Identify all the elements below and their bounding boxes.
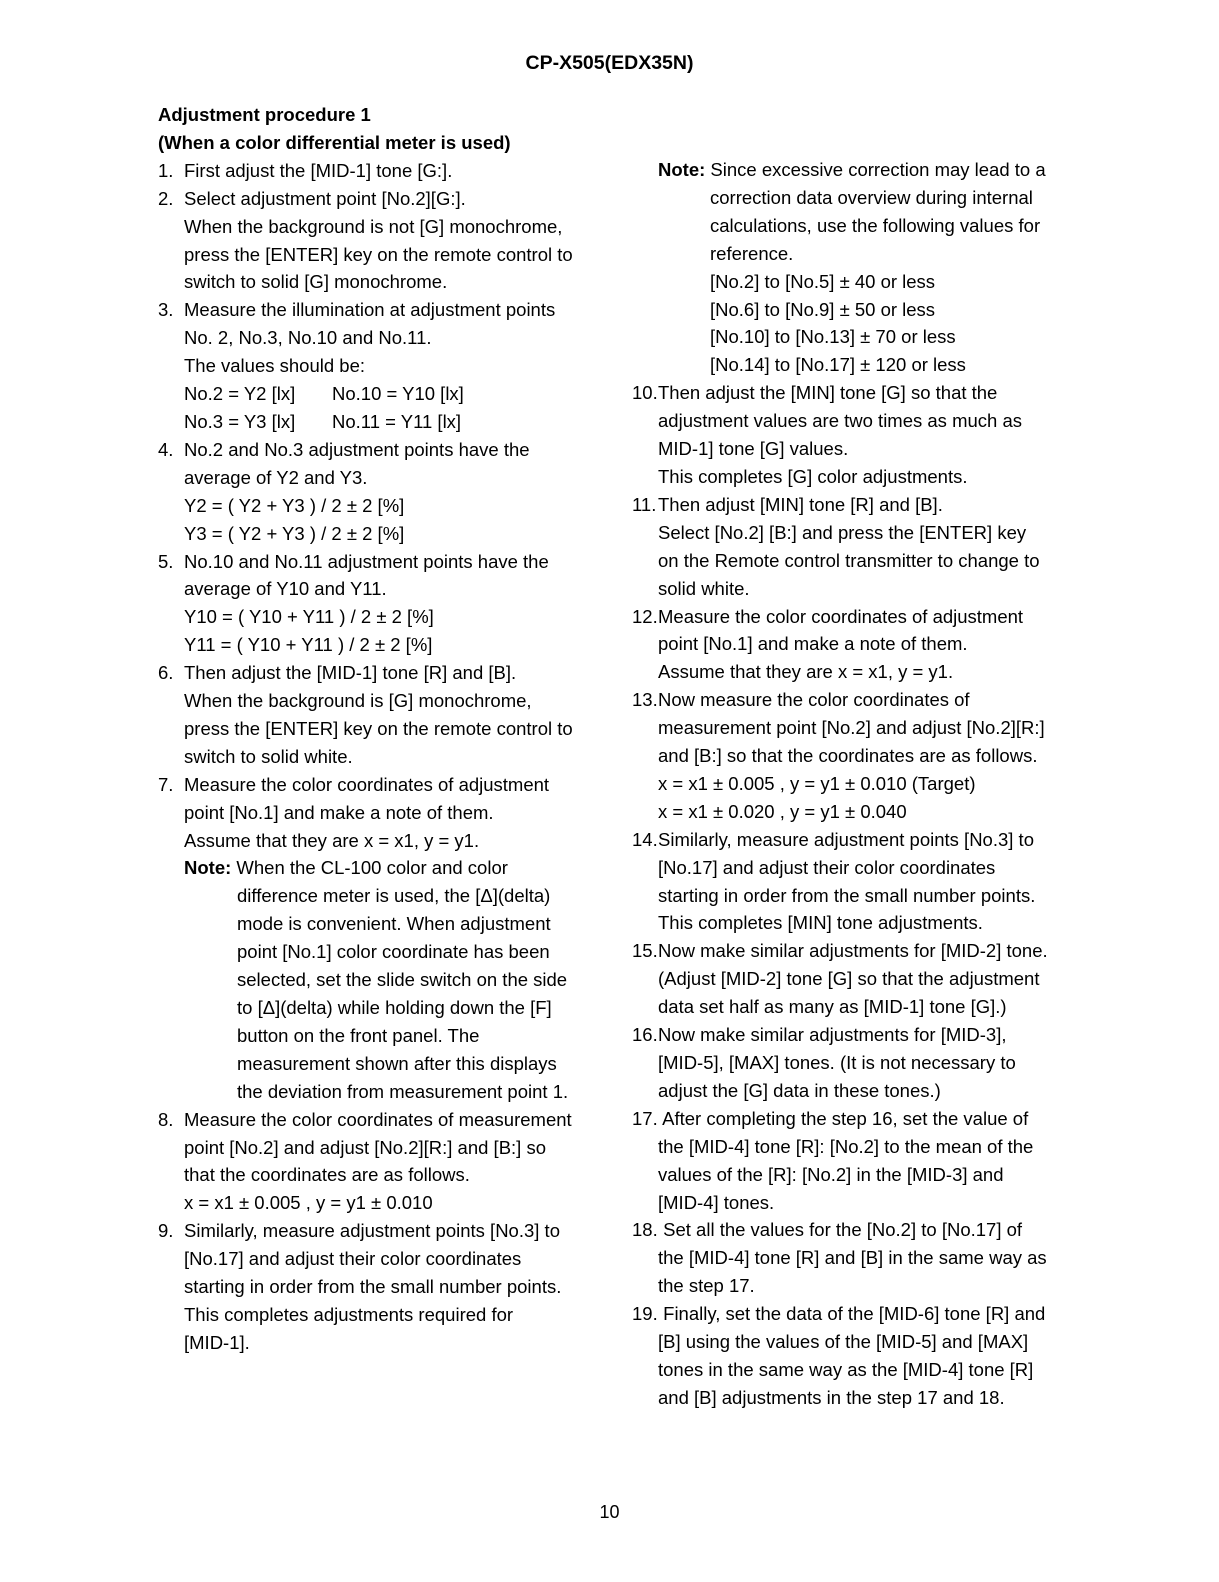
step-text: Then adjust the [MID-1] tone [R] and [B]. <box>184 662 517 684</box>
step-text: No.2 and No.3 adjustment points have the <box>184 438 530 460</box>
step-line: the [MID-4] tone [R]: [No.2] to the mean of the <box>658 1135 1034 1157</box>
step-line: and [B] adjustments in the step 17 and 18. <box>658 1386 1005 1408</box>
step-line: the [MID-4] tone [R] and [B] in the same way as <box>658 1247 1047 1269</box>
step-text: Now measure the color coordinates of <box>658 689 970 711</box>
left-column <box>158 101 608 1357</box>
note-line: measurement shown after this displays <box>237 1052 557 1074</box>
note-label: Note: <box>184 857 232 879</box>
step-text: Select adjustment point [No.2][G:]. <box>184 187 466 209</box>
step-number: 9. <box>158 1220 174 1242</box>
step-number: 7. <box>158 773 174 795</box>
value-cell: No.11 = Y11 [lx] <box>332 410 462 432</box>
step-text: Measure the color coordinates of measurement <box>184 1108 572 1130</box>
step-line: [No.17] and adjust their color coordinates <box>184 1248 522 1270</box>
step-line: data set half as many as [MID-1] tone [G].) <box>658 996 1007 1018</box>
step-number: 11. <box>632 493 657 515</box>
step-15 <box>632 937 1072 1021</box>
note-value: [No.10] to [No.13] ± 70 or less <box>710 326 956 348</box>
step-17 <box>632 1105 1072 1217</box>
note-label: Note: <box>658 159 706 180</box>
step-line: switch to solid [G] monochrome. <box>184 271 448 293</box>
note-line: calculations, use the following values for <box>710 214 1041 236</box>
step-text: No.10 and No.11 adjustment points have the <box>184 550 549 572</box>
step-10 <box>632 379 1072 491</box>
step-line: values of the [R]: [No.2] in the [MID-3] and <box>658 1163 1004 1185</box>
step-line: [MID-5], [MAX] tones. (It is not necessary to <box>658 1052 1016 1073</box>
step-line: Assume that they are x = x1, y = y1. <box>658 661 954 683</box>
step-text: Now make similar adjustments for [MID-3], <box>658 1024 1007 1046</box>
note-line: difference meter is used, the [Δ](delta) <box>237 885 551 907</box>
step-14 <box>632 826 1072 938</box>
step-line: that the coordinates are as follows. <box>184 1164 470 1186</box>
document-header-title: CP-X505(EDX35N) <box>525 52 694 74</box>
value-row <box>158 380 608 408</box>
step-line: [No.17] and adjust their color coordinates <box>658 856 996 878</box>
step-text: Measure the color coordinates of adjustment <box>184 773 550 795</box>
note-text: When the CL-100 color and color <box>236 857 508 879</box>
value-row <box>158 408 608 436</box>
step-line: Select [No.2] [B:] and press the [ENTER] key <box>658 521 1027 543</box>
step-text: Measure the color coordinates of adjustment <box>658 605 1024 627</box>
step-text: Then adjust the [MIN] tone [G] so that the <box>658 382 998 404</box>
step-line: point [No.1] and make a note of them. <box>658 633 968 655</box>
step-19 <box>632 1300 1072 1412</box>
note-value: [No.6] to [No.9] ± 50 or less <box>710 298 936 320</box>
step-line: MID-1] tone [G] values. <box>658 438 849 460</box>
step-6 <box>158 659 608 771</box>
step-number: 19. <box>632 1303 658 1325</box>
step-text: Similarly, measure adjustment points [No.3] to <box>658 828 1034 850</box>
step-number: 1. <box>158 159 174 181</box>
step-text: Set all the values for the [No.2] to [No.17] of <box>663 1219 1023 1241</box>
step-number: 6. <box>158 662 174 684</box>
step-line: [B] using the values of the [MID-5] and [MAX] <box>658 1331 1029 1353</box>
note-line: selected, set the slide switch on the side <box>237 969 568 991</box>
step-line: on the Remote control transmitter to change to <box>658 549 1040 571</box>
note-line: to [Δ](delta) while holding down the [F] <box>237 997 552 1018</box>
step-line: Assume that they are x = x1, y = y1. <box>184 829 480 851</box>
step-7 <box>158 771 608 1106</box>
step-line: This completes [MIN] tone adjustments. <box>658 912 983 934</box>
section-subheading: (When a color differential meter is used) <box>158 131 511 153</box>
step-number: 5. <box>158 550 174 572</box>
step-5 <box>158 548 608 660</box>
step-text: Similarly, measure adjustment points [No.3] to <box>184 1220 560 1242</box>
step-line: (Adjust [MID-2] tone [G] so that the adjustment <box>658 968 1040 990</box>
step-line: [MID-4] tones. <box>658 1191 775 1213</box>
step-line: switch to solid white. <box>184 745 353 767</box>
step-text: Finally, set the data of the [MID-6] tone [R] and <box>663 1303 1046 1325</box>
step-line: measurement point [No.2] and adjust [No.2][R:] <box>658 717 1045 739</box>
section-heading: Adjustment procedure 1 <box>158 104 371 125</box>
step-number: 4. <box>158 438 174 460</box>
note-line: point [No.1] color coordinate has been <box>237 941 550 963</box>
step-number: 14. <box>632 828 658 850</box>
step-line: This completes adjustments required for <box>184 1303 514 1325</box>
step-8 <box>158 1106 608 1218</box>
value-cell: No.3 = Y3 [lx] <box>184 410 296 432</box>
step-11 <box>632 491 1072 603</box>
note-text: Since excessive correction may lead to a <box>710 159 1046 180</box>
step-number: 8. <box>158 1108 174 1130</box>
step-13 <box>632 686 1072 826</box>
step-text: Then adjust [MIN] tone [R] and [B]. <box>658 493 943 515</box>
note-line: mode is convenient. When adjustment <box>237 913 551 935</box>
step-line: adjustment values are two times as much as <box>658 410 1022 432</box>
step-line: The values should be: <box>184 355 366 377</box>
step-16 <box>632 1021 1072 1105</box>
step-line: When the background is [G] monochrome, <box>184 690 532 712</box>
note-line: the deviation from measurement point 1. <box>237 1080 569 1102</box>
step-18 <box>632 1216 1072 1300</box>
step-line: average of Y10 and Y11. <box>184 578 387 600</box>
step-line: solid white. <box>658 577 750 599</box>
step-number: 13. <box>632 689 658 711</box>
step-number: 12. <box>632 605 658 627</box>
step-text: Measure the illumination at adjustment points <box>184 299 556 321</box>
step-number: 17. <box>632 1107 658 1129</box>
reference-note <box>632 156 1072 379</box>
step-12 <box>632 603 1072 687</box>
step-number: 10. <box>632 382 658 404</box>
step-line: and [B:] so that the coordinates are as follows. <box>658 745 1038 767</box>
step-line: starting in order from the small number points. <box>184 1276 562 1298</box>
note-line: button on the front panel. The <box>237 1024 480 1046</box>
formula-line: Y2 = ( Y2 + Y3 ) / 2 ± 2 [%] <box>184 494 405 516</box>
step-4 <box>158 436 608 548</box>
step-text: Now make similar adjustments for [MID-2] tone. <box>658 940 1048 962</box>
step-9 <box>158 1217 608 1357</box>
step-line: starting in order from the small number points. <box>658 884 1036 906</box>
formula-line: Y3 = ( Y2 + Y3 ) / 2 ± 2 [%] <box>184 522 405 544</box>
step-line: tones in the same way as the [MID-4] tone [R] <box>658 1358 1034 1380</box>
step-text: First adjust the [MID-1] tone [G:]. <box>184 159 453 181</box>
formula-line: Y10 = ( Y10 + Y11 ) / 2 ± 2 [%] <box>184 606 434 628</box>
step-number: 3. <box>158 299 174 321</box>
step-line: This completes [G] color adjustments. <box>658 465 968 487</box>
step-line: No. 2, No.3, No.10 and No.11. <box>184 327 432 349</box>
step-line: press the [ENTER] key on the remote control to <box>184 243 573 265</box>
step-3 <box>158 296 608 436</box>
step-number: 2. <box>158 187 174 209</box>
step-line: point [No.1] and make a note of them. <box>184 801 494 823</box>
note-line: reference. <box>710 242 794 264</box>
page-number: 10 <box>599 1502 620 1522</box>
note-line: correction data overview during internal <box>710 186 1033 208</box>
formula-line: x = x1 ± 0.005 , y = y1 ± 0.010 (Target) <box>658 772 976 794</box>
step-2 <box>158 185 608 297</box>
formula-line: x = x1 ± 0.020 , y = y1 ± 0.040 <box>658 800 907 822</box>
note-value: [No.14] to [No.17] ± 120 or less <box>710 354 966 376</box>
step-line: point [No.2] and adjust [No.2][R:] and [B:] so <box>184 1136 546 1158</box>
value-cell: No.10 = Y10 [lx] <box>332 383 464 405</box>
step-line: average of Y2 and Y3. <box>184 466 368 488</box>
formula-line: x = x1 ± 0.005 , y = y1 ± 0.010 <box>184 1192 433 1214</box>
step-1 <box>158 157 608 185</box>
note <box>158 854 608 882</box>
step-text: After completing the step 16, set the value of <box>662 1107 1029 1129</box>
step-line: [MID-1]. <box>184 1331 250 1353</box>
note-value: [No.2] to [No.5] ± 40 or less <box>710 270 936 292</box>
step-line: the step 17. <box>658 1275 755 1297</box>
step-line: adjust the [G] data in these tones.) <box>658 1079 941 1101</box>
step-number: 15. <box>632 940 658 962</box>
step-number: 16. <box>632 1024 658 1046</box>
formula-line: Y11 = ( Y10 + Y11 ) / 2 ± 2 [%] <box>184 634 433 656</box>
step-line: When the background is not [G] monochrome, <box>184 215 563 237</box>
step-line: press the [ENTER] key on the remote control to <box>184 717 573 739</box>
value-cell: No.2 = Y2 [lx] <box>184 383 296 405</box>
step-number: 18. <box>632 1219 658 1241</box>
right-column <box>632 156 1072 1412</box>
